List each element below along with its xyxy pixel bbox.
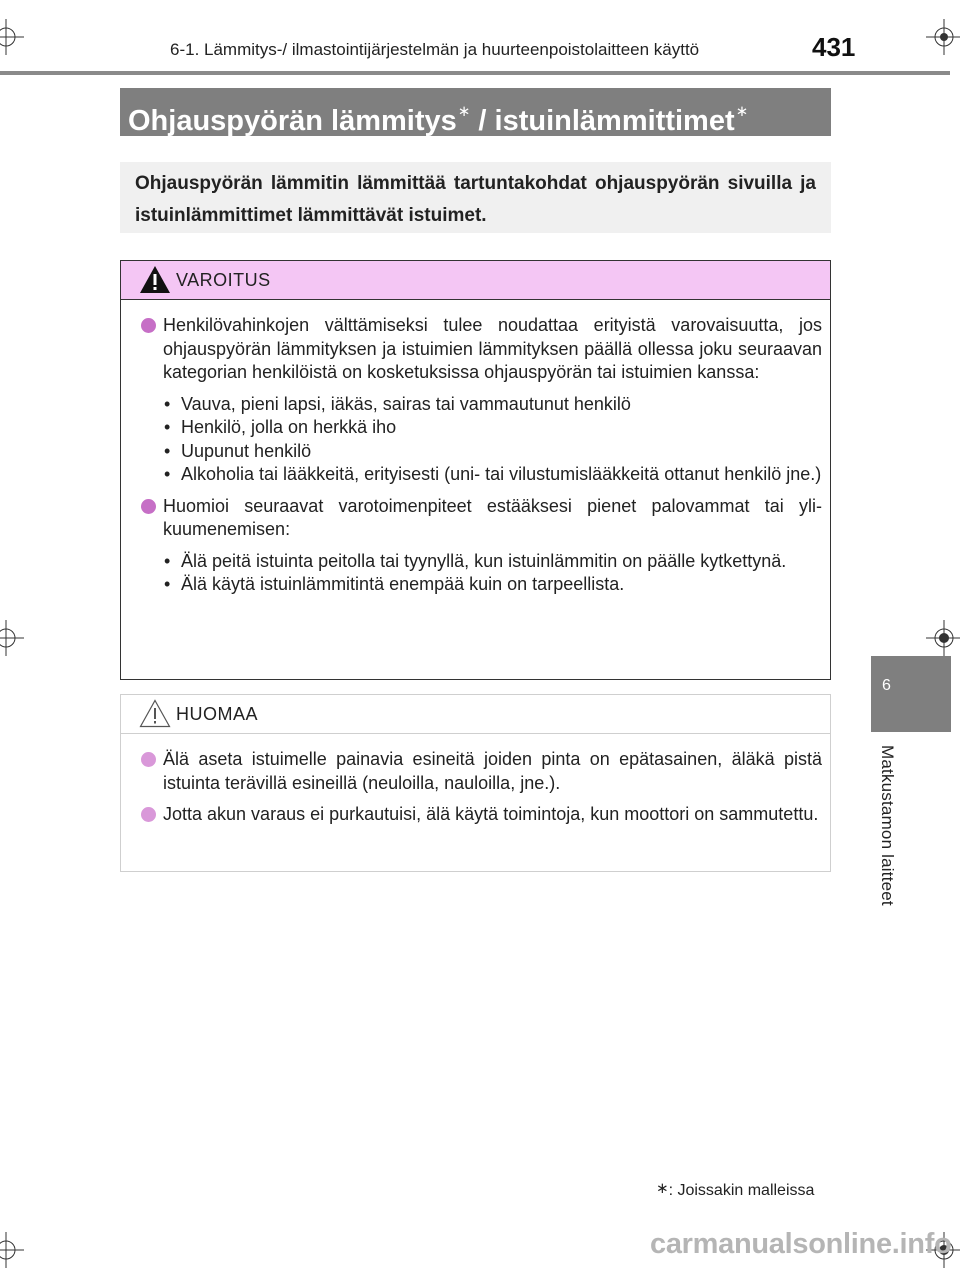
notice-box (120, 694, 831, 872)
caution-triangle-icon (139, 699, 171, 728)
title-asterisk-1: ∗ (457, 103, 471, 120)
crop-mark-bottom-left (0, 1232, 24, 1268)
intro-summary: Ohjauspyörän lämmitin lämmittää tartuntakohdat ohjauspyörän sivuilla ja istuinlämmittimet lämmittävät istuimet. (120, 162, 831, 233)
header-divider (0, 71, 950, 75)
warning-subitem: • Älä käytä istuinlämmitintä enempää kuin on tarpeellista. (164, 574, 625, 594)
chapter-label: Matkustamon laitteet (878, 745, 897, 906)
warning-item (141, 495, 822, 597)
crop-mark-mid-right (926, 620, 960, 656)
warning-subitem: • Henkilö, jolla on herkkä iho (164, 417, 397, 437)
page-number: 431 (812, 32, 856, 62)
warning-subitem: • Älä peitä istuinta peitolla tai tyynyllä, kun istuinlämmitin on päälle kytkettynä. (164, 550, 787, 571)
bullet-dot-icon (141, 499, 156, 514)
notice-item: Älä aseta istuimelle painavia esineitä joiden pinta on epätasainen, äläkä pistä istuinta terävillä esineillä (neuloilla, nauloilla, jne.). (141, 748, 822, 795)
warning-subitem: • Alkoholia tai lääkkeitä, erityisesti (uni- tai vilustumislääkkeitä ottanut henkilö jne.) (164, 464, 822, 484)
crop-mark-top-left (0, 19, 24, 55)
crop-mark-top-right (926, 19, 960, 55)
crop-mark-mid-left (0, 620, 24, 656)
warning-box (120, 260, 831, 680)
warning-label: VAROITUS (176, 270, 271, 290)
page-title (120, 88, 831, 136)
warning-subitem: • Vauva, pieni lapsi, iäkäs, sairas tai vammautunut henkilö (164, 393, 631, 414)
footnote (656, 1179, 814, 1200)
footnote-text: : Joissakin malleissa (668, 1182, 815, 1199)
bullet-dot-icon (141, 752, 156, 767)
title-asterisk-2: ∗ (735, 103, 749, 120)
warning-triangle-icon (139, 265, 171, 294)
notice-label: HUOMAA (176, 704, 259, 724)
notice-item: Jotta akun varaus ei purkautuisi, älä käytä toimintoja, kun moottori on sammutettu. (141, 803, 822, 827)
footnote-asterisk: ∗ (656, 1180, 669, 1197)
section-title: 6-1. Lämmitys-/ ilmastointijärjestelmän ja huurteenpoistolaitteen käyttö (170, 40, 700, 59)
watermark: carmanualsonline.info (650, 1228, 952, 1260)
warning-item (141, 314, 822, 487)
warning-subitem: • Uupunut henkilö (164, 440, 312, 461)
warning-item-text: Henkilövahinkojen välttämiseksi tulee noudattaa erityistä varovaisuutta, jos ohjauspyörän lämmityksen ja istuimien lämmityksen päällä ollessa joku seuraavan kategorian henkilöistä on kosketuksissa ohjauspyörän tai istuimien kanssa: (163, 315, 822, 382)
warning-header (121, 261, 830, 300)
title-part-1: Ohjauspyörän lämmitys (128, 105, 457, 136)
title-part-2: / istuinlämmittimet (470, 105, 735, 136)
bullet-dot-icon (141, 807, 156, 822)
chapter-number: 6 (882, 677, 891, 694)
notice-header (121, 695, 830, 734)
warning-item-text: Huomioi seuraavat varotoimenpiteet estääksesi pienet palovammat tai ylikuumenemisen: (163, 495, 822, 539)
bullet-dot-icon (141, 318, 156, 333)
